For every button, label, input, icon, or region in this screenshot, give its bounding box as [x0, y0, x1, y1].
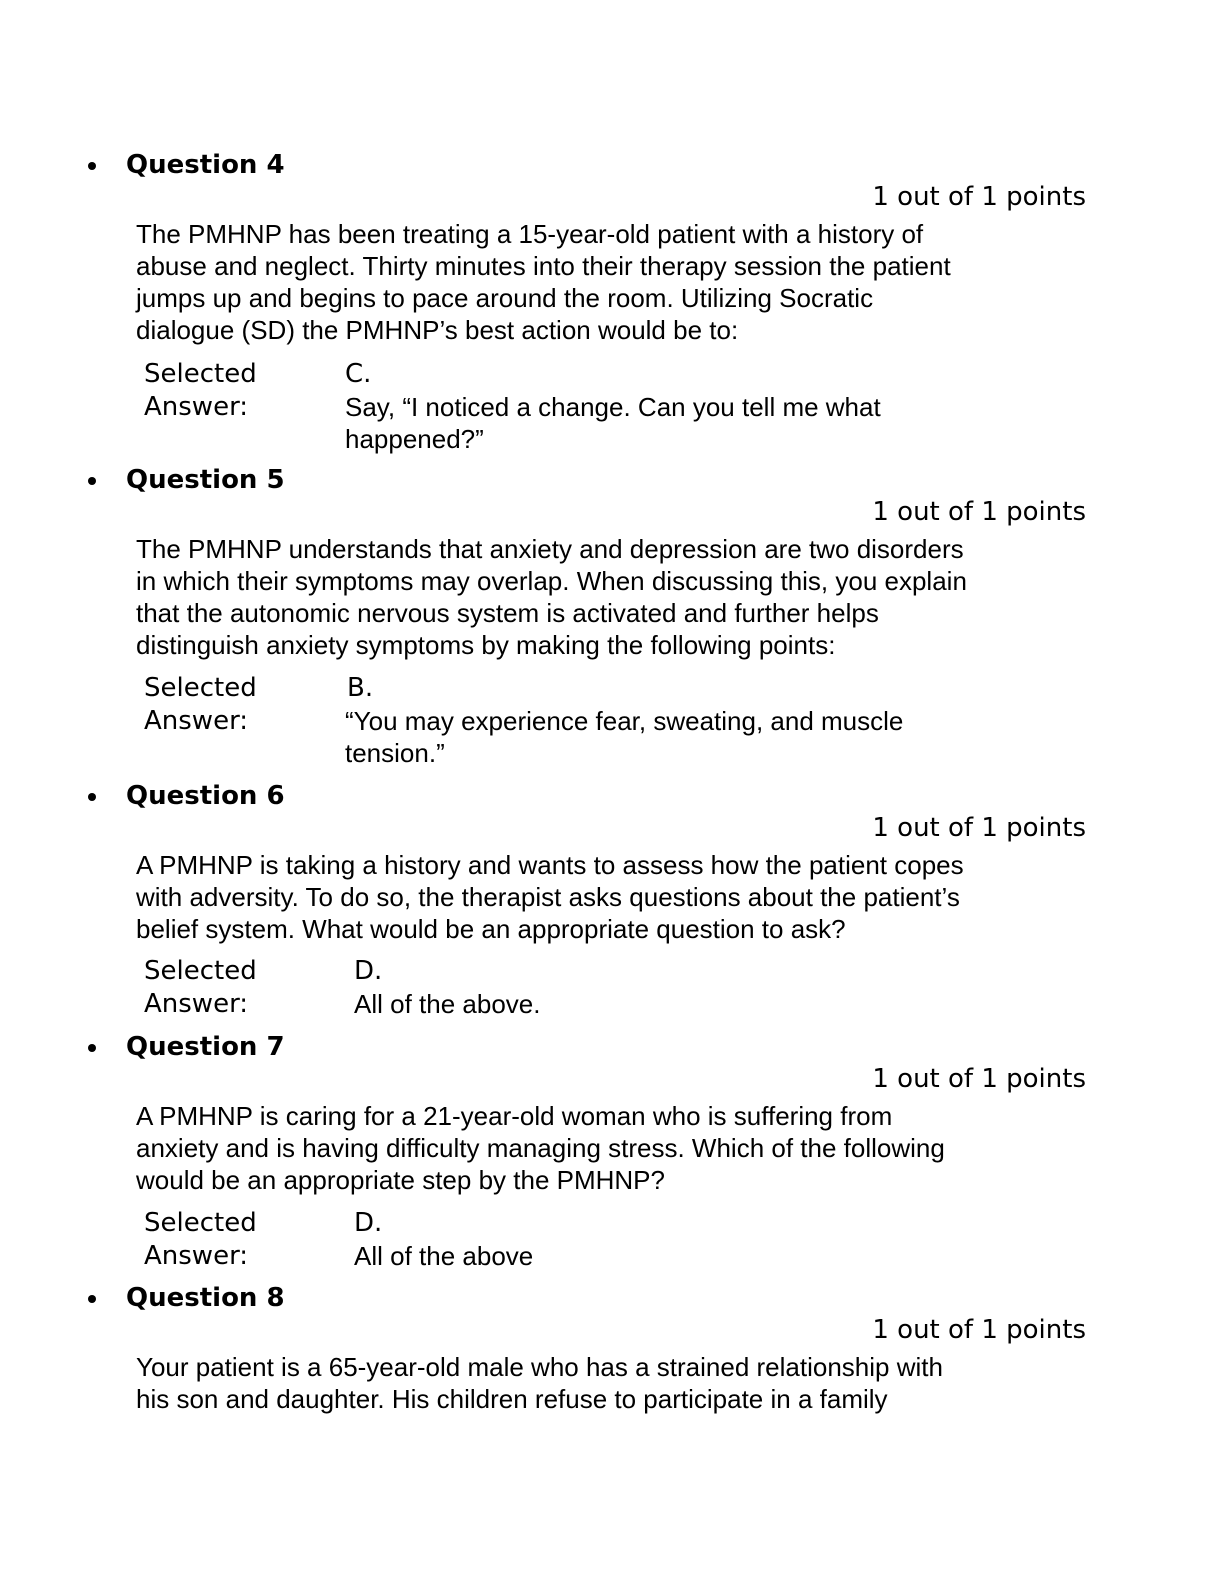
bullet-icon — [88, 162, 96, 170]
question-points: 1 out of 1 points — [872, 1315, 1086, 1345]
answer-label-line: Answer: — [144, 1241, 249, 1271]
answer-label-line: Answer: — [144, 706, 249, 736]
question-text-line: would be an appropriate step by the PMHNP? — [136, 1165, 665, 1195]
question-title: Question 7 — [126, 1032, 285, 1062]
answer-text-line: happened?” — [345, 424, 484, 454]
answer-text-line: All of the above — [354, 1241, 534, 1271]
answer-letter: D. — [354, 1208, 383, 1238]
answer-letter: B. — [347, 673, 374, 703]
answer-text — [354, 1240, 533, 1272]
question-text — [136, 1100, 1036, 1196]
question-points: 1 out of 1 points — [872, 182, 1086, 212]
answer-label-line: Selected — [144, 673, 257, 703]
question-text — [136, 1351, 1036, 1415]
answer-text — [345, 705, 903, 769]
question-text-line: A PMHNP is caring for a 21-year-old woman who is suffering from — [136, 1101, 893, 1131]
question-text — [136, 533, 1036, 661]
question-text-line: belief system. What would be an appropriate question to ask? — [136, 914, 846, 944]
answer-text-line: “You may experience fear, sweating, and muscle — [345, 706, 904, 736]
question-text-line: anxiety and is having difficulty managing stress. Which of the following — [136, 1133, 945, 1163]
question-text — [136, 218, 1036, 346]
question-title: Question 5 — [126, 465, 285, 495]
question-text-line: A PMHNP is taking a history and wants to assess how the patient copes — [136, 850, 964, 880]
answer-label-line: Selected — [144, 956, 257, 986]
selected-answer-label — [144, 955, 257, 1021]
bullet-icon — [88, 793, 96, 801]
question-text — [136, 849, 1036, 945]
selected-answer-label — [144, 672, 257, 738]
answer-text-line: All of the above. — [354, 989, 541, 1019]
question-text-line: in which their symptoms may overlap. When discussing this, you explain — [136, 566, 967, 596]
question-text-line: dialogue (SD) the PMHNP’s best action would be to: — [136, 315, 739, 345]
question-text-line: The PMHNP has been treating a 15-year-old patient with a history of — [136, 219, 924, 249]
answer-label-line: Answer: — [144, 392, 249, 422]
bullet-icon — [88, 1044, 96, 1052]
question-points: 1 out of 1 points — [872, 1064, 1086, 1094]
question-title: Question 4 — [126, 150, 285, 180]
answer-text — [354, 988, 540, 1020]
answer-label-line: Selected — [144, 359, 257, 389]
question-text-line: abuse and neglect. Thirty minutes into their therapy session the patient — [136, 251, 951, 281]
question-text-line: with adversity. To do so, the therapist asks questions about the patient’s — [136, 882, 960, 912]
bullet-icon — [88, 1295, 96, 1303]
bullet-icon — [88, 477, 96, 485]
selected-answer-label — [144, 1207, 257, 1273]
question-points: 1 out of 1 points — [872, 813, 1086, 843]
question-text-line: The PMHNP understands that anxiety and depression are two disorders — [136, 534, 964, 564]
question-title: Question 8 — [126, 1283, 285, 1313]
answer-letter: D. — [354, 956, 383, 986]
question-text-line: that the autonomic nervous system is activated and further helps — [136, 598, 879, 628]
question-title: Question 6 — [126, 781, 285, 811]
answer-text-line: tension.” — [345, 738, 445, 768]
answer-text — [345, 391, 881, 455]
selected-answer-label — [144, 358, 257, 424]
question-text-line: Your patient is a 65-year-old male who has a strained relationship with — [136, 1352, 943, 1382]
answer-text-line: Say, “I noticed a change. Can you tell me what — [345, 392, 881, 422]
question-points: 1 out of 1 points — [872, 497, 1086, 527]
question-text-line: distinguish anxiety symptoms by making the following points: — [136, 630, 836, 660]
question-text-line: jumps up and begins to pace around the room. Utilizing Socratic — [136, 283, 874, 313]
question-text-line: his son and daughter. His children refuse to participate in a family — [136, 1384, 888, 1414]
answer-letter: C. — [345, 359, 372, 389]
answer-label-line: Answer: — [144, 989, 249, 1019]
answer-label-line: Selected — [144, 1208, 257, 1238]
